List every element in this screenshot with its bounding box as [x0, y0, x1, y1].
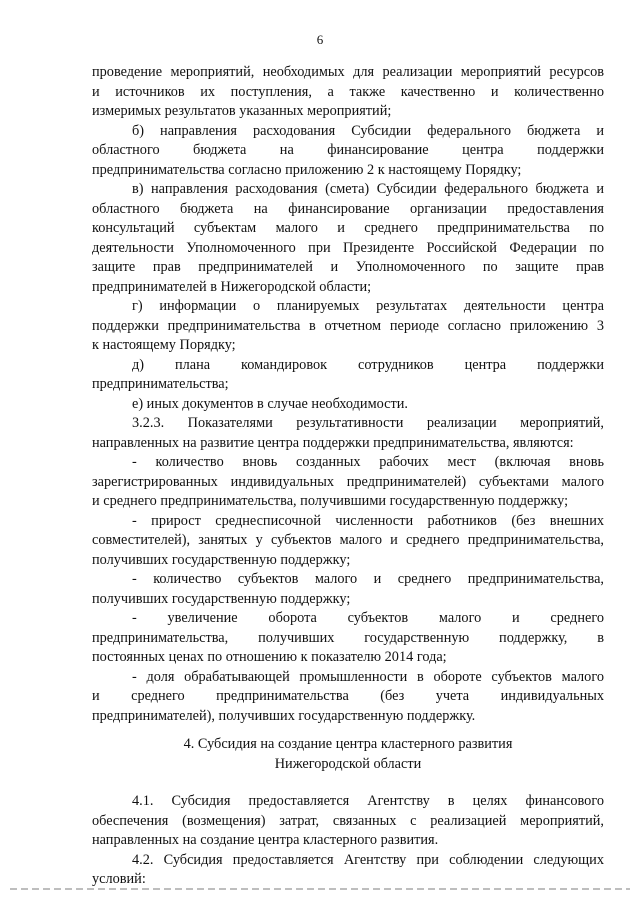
text-line: - увеличение оборота субъектов малого и среднего [132, 610, 604, 626]
text-line: получивших государственную поддержку; [92, 551, 351, 568]
text-line: - доля обрабатывающей промышленности в обороте субъектов малого [132, 668, 604, 685]
document-body [92, 63, 604, 890]
text-line: обеспечения (возмещения) затрат, связанных с реализацией мероприятий, [92, 812, 604, 829]
text-line: совместителей), занятых у субъектов малого и среднего предпринимательства, [92, 532, 604, 548]
text-line: 4.2. Субсидия предоставляется Агентству при соблюдении следующих [132, 851, 604, 868]
text-line: условий: [92, 871, 146, 887]
text-line: - прирост среднесписочной численности работников (без внешних [132, 512, 604, 529]
text-line: консультаций субъектам малого и среднего предпринимательства по [92, 220, 604, 236]
text-line: проведение мероприятий, необходимых для реализации мероприятий ресурсов [92, 64, 604, 80]
text-line: поддержки предпринимательства в отчетном периоде согласно приложению 3 [92, 317, 604, 334]
text-line: предпринимателей), получивших государственную поддержку. [92, 707, 476, 724]
text-line: предпринимательства, получивших государственную поддержку, в [92, 629, 604, 646]
text-line: и среднего предпринимательства (без учета индивидуальных [92, 688, 604, 704]
text-line: в) направления расходования (смета) Субсидии федерального бюджета и [132, 181, 604, 197]
text-line: г) информации о планируемых результатах деятельности центра [132, 298, 604, 314]
text-line: предпринимателей в Нижегородской области; [92, 278, 372, 295]
text-line: и источников их поступления, а также качественно и количественно [92, 83, 604, 100]
text-line: к настоящему Порядку; [92, 337, 236, 353]
text-line: направленных на развитие центра поддержки предпринимательства, являются: [92, 434, 574, 451]
text-line: зарегистрированных индивидуальных предпринимателей) субъектами малого [92, 473, 604, 490]
text-line: д) плана командировок сотрудников центра поддержки [132, 356, 604, 373]
text-line: предпринимательства; [92, 376, 229, 392]
text-line: - количество вновь созданных рабочих мест (включая вновь [132, 454, 604, 470]
text-line: 4.1. Субсидия предоставляется Агентству в целях финансового [132, 793, 604, 809]
text-line: б) направления расходования Субсидии федерального бюджета и [132, 122, 604, 139]
section-heading: 4. Субсидия на создание центра кластерного развития [183, 736, 513, 752]
page-number: 6 [316, 32, 324, 47]
text-line: постоянных ценах по отношению к показателю 2014 года; [92, 649, 447, 665]
text-line: е) иных документов в случае необходимости. [132, 395, 408, 412]
text-line: 3.2.3. Показателями результативности реализации мероприятий, [132, 415, 604, 431]
text-line: направленных на создание центра кластерного развития. [92, 832, 439, 848]
text-line: областного бюджета на финансирование организации предоставления [92, 200, 604, 217]
text-line: деятельности Уполномоченного при Президенте Российской Федерации по [92, 239, 604, 256]
text-line: - количество субъектов малого и среднего предпринимательства, [132, 571, 604, 587]
text-line: областного бюджета на финансирование центра поддержки [92, 142, 604, 158]
section-heading: Нижегородской области [274, 755, 422, 772]
text-line: предпринимательства согласно приложению 2 к настоящему Порядку; [92, 161, 522, 178]
text-line: защите прав предпринимателей и Уполномоченного по защите прав [92, 259, 604, 275]
text-line: и среднего предпринимательства, получившими государственную поддержку; [92, 493, 569, 509]
text-line: измеримых результатов указанных мероприятий; [92, 103, 392, 119]
scan-edge-artifact [10, 888, 630, 890]
text-line: получивших государственную поддержку; [92, 590, 351, 607]
